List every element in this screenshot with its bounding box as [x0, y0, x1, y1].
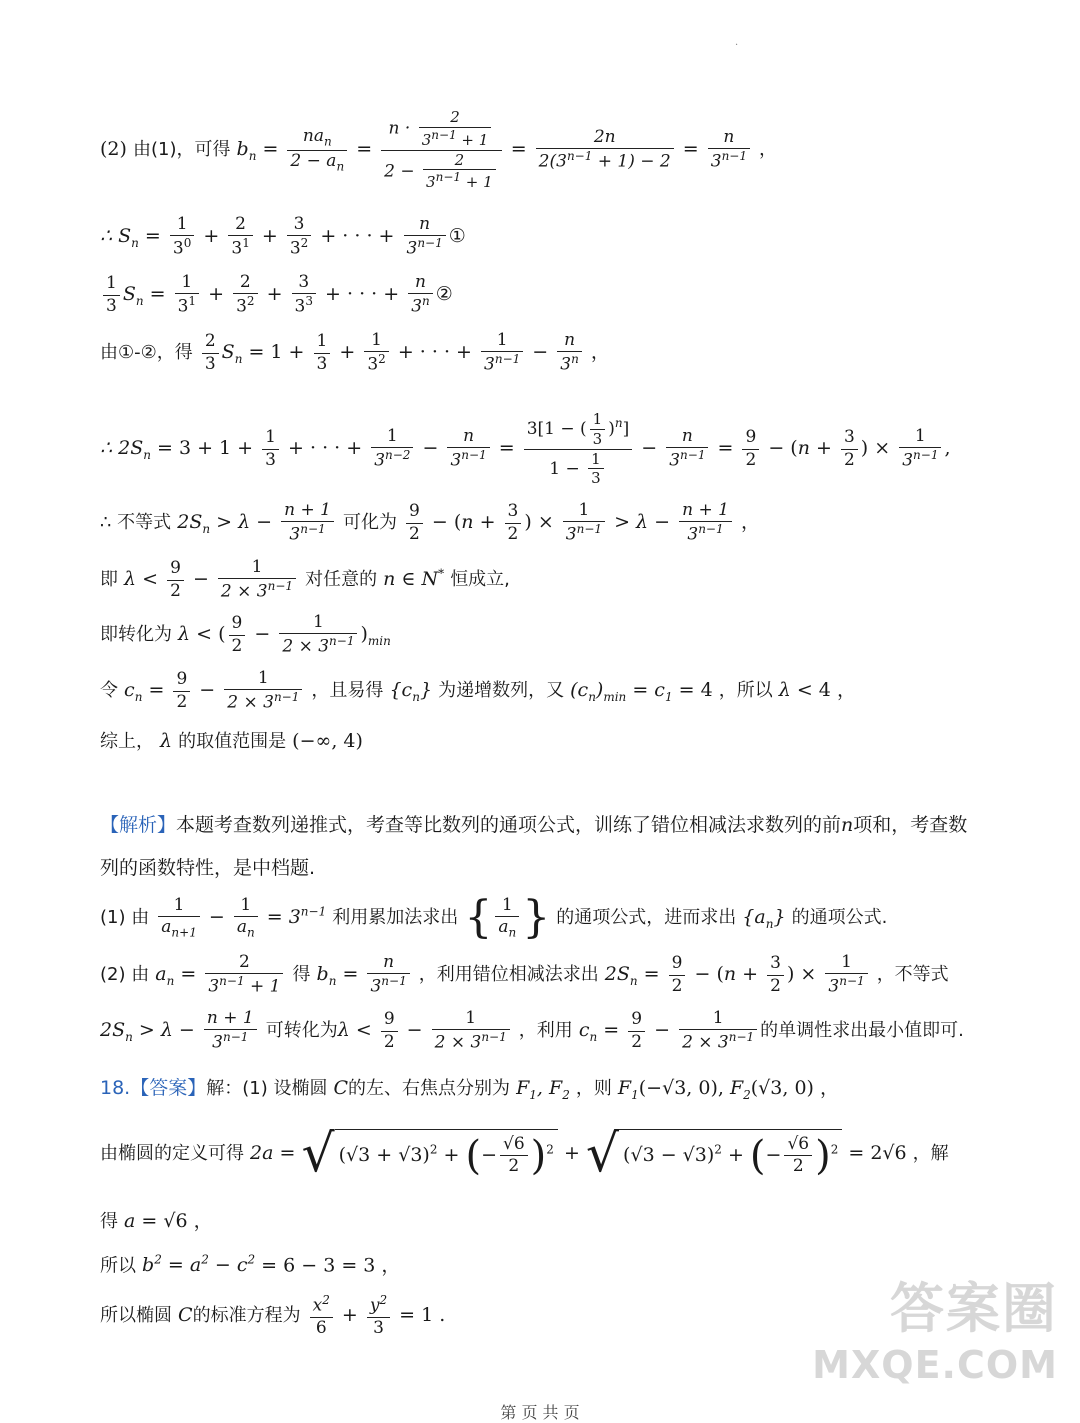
q18-tag: 【答案】 [130, 1077, 207, 1099]
ji-line: 即 λ < $\frac{9}{2}$ − $\frac{1}{2 \times 3^{n-1}}$ 对任意的 n ∈ N* 恒成立, [100, 557, 510, 602]
q18-c: C [333, 1077, 349, 1099]
p1-end: 的通项公式. [791, 906, 888, 928]
suoyi1: 所以 [100, 1255, 136, 1277]
ji-tail: 对任意的 [305, 569, 378, 591]
p2-mid2: ，利用错位相减法求出 [418, 964, 599, 986]
p2-mid: 得 [292, 964, 311, 986]
q18-line: 18.【答案】解：(1) 设椭圆 C的左、右焦点分别为 $F_1$, $F_2$ ，则 $F_1(-√3$, 0), $F_2(√3$, 0) ， [100, 1077, 839, 1102]
part2-derivation: (2) 由(1)，可得 $b_n$ = $\frac{na_n}{2 - a_n}$ = n · $\frac{2}{3^{n-1} + 1}$ 2 − $\frac{2}{3^{n-1} + 1}$ = $\frac{2n}{2(3^{n-1} + 1) - 2}$ = $\frac{n}{3^{n-1}}$ ， [100, 108, 778, 192]
suoyi2: 所以椭圆 [100, 1305, 172, 1327]
p2-intro: (2) 由 [100, 964, 150, 986]
analysis-p3: $2S_n > \lambda$ − $\frac{n + 1}{3^{n-1}}$ 可转化为λ < $\frac{9}{2}$ − $\frac{1}{2 \times 3^{n-1}}$ ，利用 $c_n$ = $\frac{9}{2}$ − $\frac{1}{2 \times 3^{n-1}}$ 的单调性求出最小值即可. [100, 1008, 964, 1053]
watermark-logo-text: 答案圈 [890, 1277, 1058, 1340]
ling-mid3: ，所以 [718, 680, 773, 702]
part2-trail: ， [759, 139, 778, 160]
ling-mid2: 为递增数列，又 [438, 680, 565, 702]
analysis-n: n [841, 814, 854, 836]
ellipse-def-line: 由椭圆的定义可得 2a = √ $(√3 + √3)^2$ + (− $\frac{√6}{2}$ )$^2$ + √ $(√3 - √3)^2$ + (− $\frac{√6}{2}$ )$^2$ = 2√6 ，解 [100, 1124, 949, 1184]
inequality-line: ∴ 不等式 $2S_n > \lambda$ − $\frac{n + 1}{3^{n-1}}$ 可化为 $\frac{9}{2}$ − (n + $\frac{3}{2}$ ) × $\frac{1}{3^{n-1}}$ > λ − $\frac{n + 1}{3^{n-1}}$ ， [100, 500, 760, 545]
standard-eq-line: 所以椭圆 C的标准方程为 $\frac{x^2}{6}$ + $\frac{y^2}{3}$ = 1 . [100, 1293, 446, 1338]
part2-label: (2) [100, 138, 127, 160]
zong-mid: 的取值范围是 [178, 731, 287, 752]
sum-line-1: ∴ $S_n$ = $\frac{1}{3^0}$ + $\frac{2}{3^1}$ + $\frac{3}{3^2}$ + · · · + $\frac{n}{3^{n-1}}$ ① [100, 214, 466, 259]
analysis-tag: 【解析】 [100, 814, 177, 836]
zong-line: 综上， λ 的取值范围是 (−∞, 4) [100, 730, 363, 752]
p3-mid2: ，利用 [518, 1020, 573, 1042]
watermark-url: MXQE.COM [812, 1343, 1058, 1387]
de-text: 得 [100, 1211, 118, 1232]
analysis-line-1 [100, 814, 967, 837]
p3-mid: 可转化为 [265, 1020, 338, 1042]
watermark [812, 1266, 1058, 1387]
ji-intro: 即 [100, 569, 118, 591]
ling-intro: 令 [100, 680, 118, 702]
p1-mid2: 的通项公式，进而求出 [556, 906, 737, 928]
diff-intro: 由①-②，得 [100, 342, 193, 364]
analysis-p2: (2) 由 $a_n$ = $\frac{2}{3^{n-1} + 1}$ 得 $b_n$ = $\frac{n}{3^{n-1}}$ ，利用错位相减法求出 $2S_n$ = $\frac{9}{2}$ − (n + $\frac{3}{2}$ ) × $\frac{1}{3^{n-1}}$ ，不等式 [100, 952, 949, 997]
p1-intro: (1) 由 [100, 906, 150, 928]
de-line: 得 a = √6 ， [100, 1210, 213, 1232]
q18-intro3: ，则 [575, 1078, 612, 1099]
zhuan-line: 即转化为 λ < ( $\frac{9}{2}$ − $\frac{1}{2 \times 3^{n-1}}$ )$_{min}$ [100, 612, 391, 657]
circled-one: ① [448, 225, 466, 248]
q18-number: 18. [100, 1077, 131, 1099]
circled-two: ② [435, 283, 453, 306]
b-squared-line: 所以 $b^2 = a^2 - c^2 = 6 - 3 = 3$ ， [100, 1253, 401, 1277]
def-intro: 由椭圆的定义可得 [100, 1143, 244, 1164]
analysis-text1b: 项和，考查数 [853, 814, 968, 836]
zong-intro: 综上， [100, 731, 154, 752]
analysis-line-2: 列的函数特性，是中档题. [100, 857, 316, 879]
ling-mid1: ，且易得 [311, 680, 384, 702]
q18-intro: 解：(1) 设椭圆 [206, 1078, 328, 1099]
analysis-p1: (1) 由 $\frac{1}{a_{n+1}}$ − $\frac{1}{a_n}$ = $3^{n-1}$ 利用累加法求出 { $\frac{1}{a_n}$ } 的通项公式，进而求出 $\{a_n\}$ 的通项公式. [100, 891, 888, 943]
def-end: ，解 [912, 1143, 949, 1164]
ineq-mid: 可化为 [343, 512, 397, 534]
analysis-text1: 本题考查数列递推式，考查等比数列的通项公式，训练了错位相减法求数列的前 [176, 814, 842, 836]
ineq-intro: ∴ 不等式 [100, 512, 172, 534]
eq-c: C [178, 1304, 193, 1327]
q18-intro2: 的左、右焦点分别为 [348, 1078, 511, 1099]
page-footer: 第 页 共 页 [500, 1403, 580, 1422]
zhuan-intro: 即转化为 [100, 624, 172, 646]
ling-line: 令 $c_n$ = $\frac{9}{2}$ − $\frac{1}{2 \times 3^{n-1}}$ ，且易得 $\{c_n\}$ 为递增数列，又 $(c_n)_{min} = c_1 = 4$ ，所以 λ < 4 ， [100, 668, 856, 713]
diff-line: 由①-②，得 $\frac{2}{3}$ $S_n = 1$ + $\frac{1}{3}$ + $\frac{1}{3^2}$ + · · · + $\frac{1}{3^{n-1}}$ − $\frac{n}{3^n}$ ， [100, 330, 610, 375]
page-mark: · [735, 40, 739, 51]
p3-end: 的单调性求出最小值即可. [760, 1020, 964, 1042]
part2-intro: 由(1)，可得 [132, 139, 231, 160]
suoyi2b: 的标准方程为 [192, 1305, 301, 1327]
twice-sum-line: ∴ $2S_n = 3 + 1$ + $\frac{1}{3}$ + · · · + $\frac{1}{3^{n-2}}$ − $\frac{n}{3^{n-1}}$ = 3[1 − ( $\frac{1}{3}$ )$^n$] 1 − $\frac{1}{3}$ − $\frac{n}{3^{n-1}}$ = $\frac{9}{2}$ − (n + $\frac{3}{2}$ ) × $\frac{1}{3^{n-1}}$ , [100, 410, 951, 488]
ji-end: 恒成立, [450, 569, 510, 591]
sum-line-2: $\frac{1}{3}$ $S_n$ = $\frac{1}{3^1}$ + $\frac{2}{3^2}$ + $\frac{3}{3^3}$ + · · · + $\frac{n}{3^n}$ ② [100, 272, 453, 318]
p2-end: ，不等式 [876, 964, 949, 986]
p1-mid: 利用累加法求出 [332, 906, 459, 928]
